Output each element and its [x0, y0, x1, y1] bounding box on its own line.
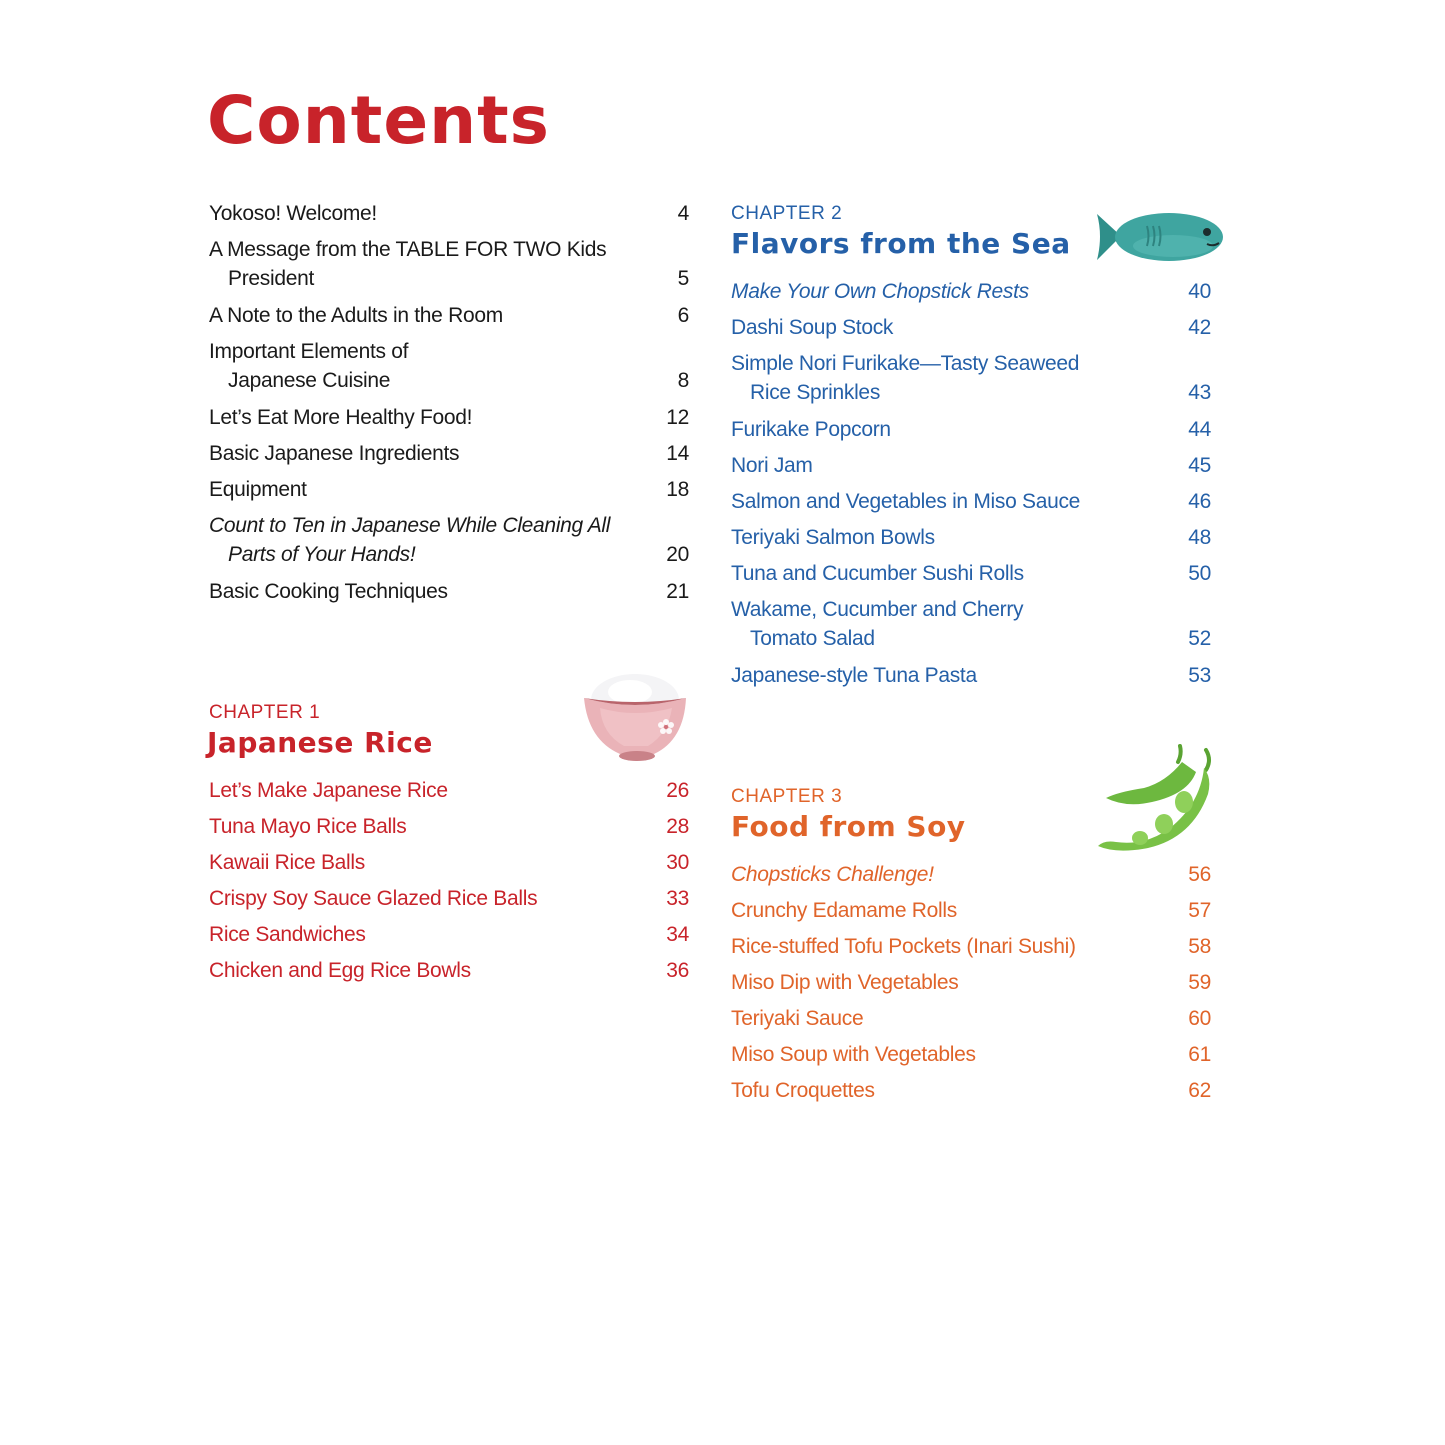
chapter-1-name: Japanese Rice — [207, 726, 433, 759]
toc-entry[interactable] — [209, 577, 689, 606]
entry-page: 45 — [1188, 454, 1211, 477]
toc-entry[interactable] — [209, 475, 689, 504]
entry-title: Miso Soup with Vegetables — [731, 1043, 976, 1066]
entry-title: Japanese-style Tuna Pasta — [731, 664, 977, 687]
toc-entry[interactable] — [209, 235, 689, 293]
entry-page: 43 — [1188, 381, 1211, 404]
toc-entry[interactable] — [209, 956, 689, 985]
chapter-3-list — [731, 860, 1211, 1112]
entry-title: Chicken and Egg Rice Bowls — [209, 959, 471, 982]
toc-entry[interactable] — [731, 349, 1211, 407]
entry-title: Count to Ten in Japanese While Cleaning All — [209, 514, 611, 537]
entry-page: 14 — [666, 442, 689, 465]
entry-title: Tofu Croquettes — [731, 1079, 875, 1102]
fish-icon — [1095, 206, 1227, 268]
toc-entry[interactable] — [731, 860, 1211, 889]
chapter-3-label: CHAPTER 3 — [731, 786, 843, 807]
toc-entry[interactable] — [731, 415, 1211, 444]
entry-title: Kawaii Rice Balls — [209, 851, 365, 874]
toc-entry[interactable] — [209, 848, 689, 877]
toc-entry[interactable] — [731, 487, 1211, 516]
entry-title: A Message from the TABLE FOR TWO Kids — [209, 238, 607, 261]
toc-entry[interactable] — [209, 776, 689, 805]
entry-title: Let’s Eat More Healthy Food! — [209, 406, 473, 429]
entry-title: Salmon and Vegetables in Miso Sauce — [731, 490, 1081, 513]
entry-page: 53 — [1188, 664, 1211, 687]
entry-title: Tuna and Cucumber Sushi Rolls — [731, 562, 1024, 585]
chapter-3-name: Food from Soy — [731, 810, 966, 843]
entry-title-continued: President — [228, 267, 315, 290]
entry-page: 20 — [666, 543, 689, 566]
entry-page: 18 — [666, 478, 689, 501]
toc-entry[interactable] — [731, 932, 1211, 961]
entry-page: 44 — [1188, 418, 1211, 441]
toc-entry[interactable] — [731, 451, 1211, 480]
entry-page: 60 — [1188, 1007, 1211, 1030]
toc-entry[interactable] — [731, 523, 1211, 552]
toc-entry[interactable] — [209, 301, 689, 330]
entry-title: Nori Jam — [731, 454, 813, 477]
toc-entry[interactable] — [731, 313, 1211, 342]
entry-title: Teriyaki Salmon Bowls — [731, 526, 935, 549]
entry-page: 40 — [1188, 280, 1211, 303]
toc-entry[interactable] — [209, 812, 689, 841]
chapter-2-list — [731, 277, 1211, 697]
entry-page: 61 — [1188, 1043, 1211, 1066]
entry-title: Crispy Soy Sauce Glazed Rice Balls — [209, 887, 538, 910]
entry-title: Rice Sandwiches — [209, 923, 366, 946]
entry-title-continued: Tomato Salad — [750, 627, 875, 650]
toc-entry[interactable] — [731, 968, 1211, 997]
entry-page: 6 — [677, 304, 689, 327]
entry-page: 30 — [666, 851, 689, 874]
toc-entry[interactable] — [209, 884, 689, 913]
entry-page: 52 — [1188, 627, 1211, 650]
rice-bowl-icon — [580, 662, 690, 764]
chapter-2-label: CHAPTER 2 — [731, 203, 843, 224]
entry-page: 26 — [666, 779, 689, 802]
entry-page: 56 — [1188, 863, 1211, 886]
entry-title-continued: Rice Sprinkles — [750, 381, 881, 404]
entry-title: Chopsticks Challenge! — [731, 863, 934, 886]
toc-entry[interactable] — [209, 403, 689, 432]
toc-entry[interactable] — [731, 1076, 1211, 1105]
toc-entry[interactable] — [731, 661, 1211, 690]
toc-entry[interactable] — [209, 439, 689, 468]
entry-title: Basic Cooking Techniques — [209, 580, 448, 603]
entry-page: 28 — [666, 815, 689, 838]
entry-page: 42 — [1188, 316, 1211, 339]
toc-entry[interactable] — [731, 277, 1211, 306]
toc-entry[interactable] — [731, 559, 1211, 588]
entry-page: 46 — [1188, 490, 1211, 513]
toc-entry[interactable] — [731, 1004, 1211, 1033]
entry-title: Yokoso! Welcome! — [209, 202, 377, 225]
front-matter-list — [209, 199, 689, 613]
entry-title-continued: Parts of Your Hands! — [228, 543, 416, 566]
entry-page: 57 — [1188, 899, 1211, 922]
entry-title: Wakame, Cucumber and Cherry — [731, 598, 1024, 621]
chapter-1-list — [209, 776, 689, 992]
toc-entry[interactable] — [209, 920, 689, 949]
entry-title: Teriyaki Sauce — [731, 1007, 864, 1030]
toc-entry[interactable] — [731, 595, 1211, 653]
entry-title: Simple Nori Furikake—Tasty Seaweed — [731, 352, 1080, 375]
chapter-2-name: Flavors from the Sea — [731, 227, 1071, 260]
toc-entry[interactable] — [209, 199, 689, 228]
toc-entry[interactable] — [731, 896, 1211, 925]
toc-entry[interactable] — [731, 1040, 1211, 1069]
entry-page: 5 — [677, 267, 689, 290]
entry-page: 59 — [1188, 971, 1211, 994]
entry-title-continued: Japanese Cuisine — [228, 369, 391, 392]
entry-title: Rice-stuffed Tofu Pockets (Inari Sushi) — [731, 935, 1076, 958]
entry-title: Basic Japanese Ingredients — [209, 442, 460, 465]
entry-title: Dashi Soup Stock — [731, 316, 894, 339]
entry-title: Furikake Popcorn — [731, 418, 891, 441]
entry-page: 36 — [666, 959, 689, 982]
entry-page: 12 — [666, 406, 689, 429]
entry-title: Crunchy Edamame Rolls — [731, 899, 957, 922]
entry-title: Miso Dip with Vegetables — [731, 971, 959, 994]
entry-page: 34 — [666, 923, 689, 946]
entry-title: Tuna Mayo Rice Balls — [209, 815, 407, 838]
toc-entry[interactable] — [209, 337, 689, 395]
entry-title: Equipment — [209, 478, 307, 501]
entry-page: 8 — [677, 369, 689, 392]
entry-title: Let’s Make Japanese Rice — [209, 779, 448, 802]
entry-page: 4 — [677, 202, 689, 225]
entry-page: 62 — [1188, 1079, 1211, 1102]
edamame-icon — [1096, 742, 1218, 854]
entry-page: 33 — [666, 887, 689, 910]
chapter-1-label: CHAPTER 1 — [209, 702, 321, 723]
entry-page: 48 — [1188, 526, 1211, 549]
entry-page: 21 — [666, 580, 689, 603]
page-title: Contents — [207, 82, 550, 159]
entry-title: Important Elements of — [209, 340, 409, 363]
entry-page: 58 — [1188, 935, 1211, 958]
entry-page: 50 — [1188, 562, 1211, 585]
entry-title: A Note to the Adults in the Room — [209, 304, 503, 327]
toc-entry[interactable] — [209, 511, 689, 569]
entry-title: Make Your Own Chopstick Rests — [731, 280, 1029, 303]
